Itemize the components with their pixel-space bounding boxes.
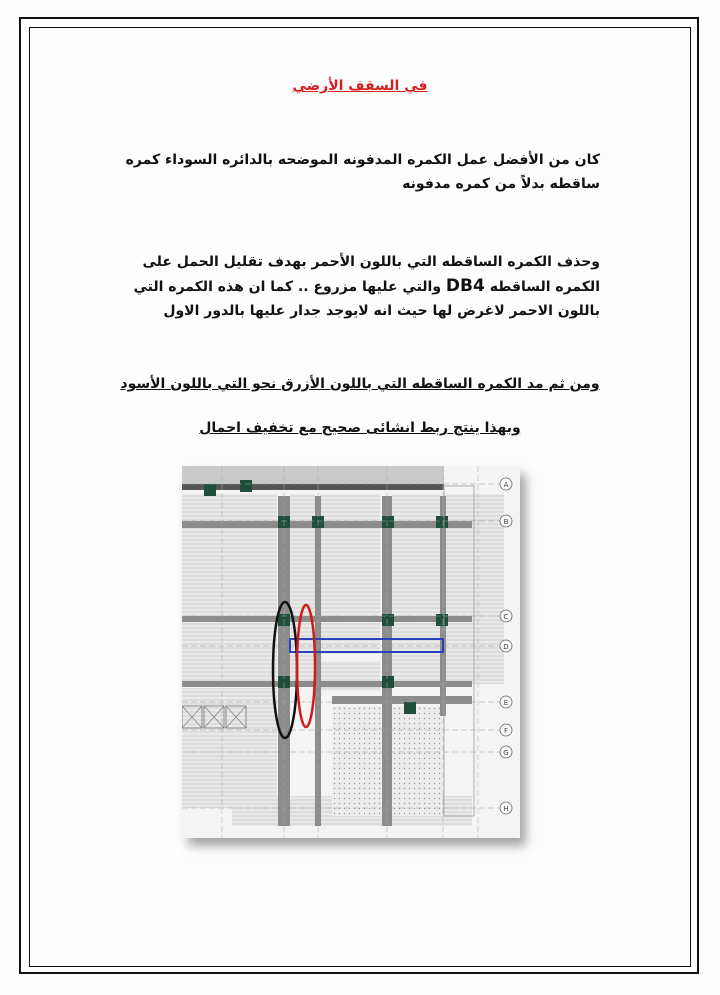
column [204, 484, 216, 496]
column [240, 480, 252, 492]
grid-label: H [503, 805, 509, 813]
structural-plan-svg [182, 466, 520, 838]
instruction-line-1 [0, 376, 720, 392]
structural-plan-drawing [182, 466, 520, 838]
grid-label: A [503, 481, 509, 489]
paragraph-2-part-b: والتي عليها مزروع .. كما ان هذه الكمره التي باللون الاحمر لاغرض لها حيث انه لايوجد جدار عليها بالدور الاول [133, 279, 600, 319]
instruction-line-1-text: ومن ثم مد الكمره الساقطه التي باللون الأزرق نحو التي باللون الأسود [120, 376, 600, 392]
grid-label: D [503, 643, 509, 651]
paragraph-2-part-a: وحذف الكمره الساقطه التي باللون الأحمر بهدف تقليل الحمل على الكمره الساقطه [142, 254, 600, 295]
column [382, 516, 394, 528]
grid-label: G [503, 749, 509, 757]
grid-label: F [503, 727, 509, 735]
slab-panel [182, 494, 277, 524]
column [404, 702, 416, 714]
slab-panel [182, 528, 277, 618]
concrete-beam [332, 696, 472, 704]
page-title-text: في السقف الأرضي [292, 78, 428, 94]
grid-label: B [503, 518, 509, 526]
page-title [0, 78, 720, 94]
top-beam [182, 484, 444, 490]
concrete-beam [182, 521, 472, 528]
column [436, 516, 448, 528]
paragraph-1: كان من الأفضل عمل الكمره المدفونه الموضحه بالدائره السوداء كمره ساقطه بدلاً من كمره مدفونه [125, 152, 600, 192]
instruction-line-2 [0, 420, 720, 436]
slab-panel [320, 494, 380, 654]
top-band [182, 466, 444, 484]
grid-label: E [503, 699, 509, 707]
concrete-beam [182, 681, 472, 687]
grid-label: C [503, 613, 509, 621]
concrete-beam [182, 616, 472, 622]
beam-code: DB4 [445, 276, 485, 296]
instruction-line-2-text: وبهذا ينتج ربط انشائى صحيح مع تخفيف احمال [199, 420, 521, 436]
column [382, 676, 394, 688]
slab-panel [182, 621, 277, 681]
paragraph-2 [120, 250, 600, 323]
